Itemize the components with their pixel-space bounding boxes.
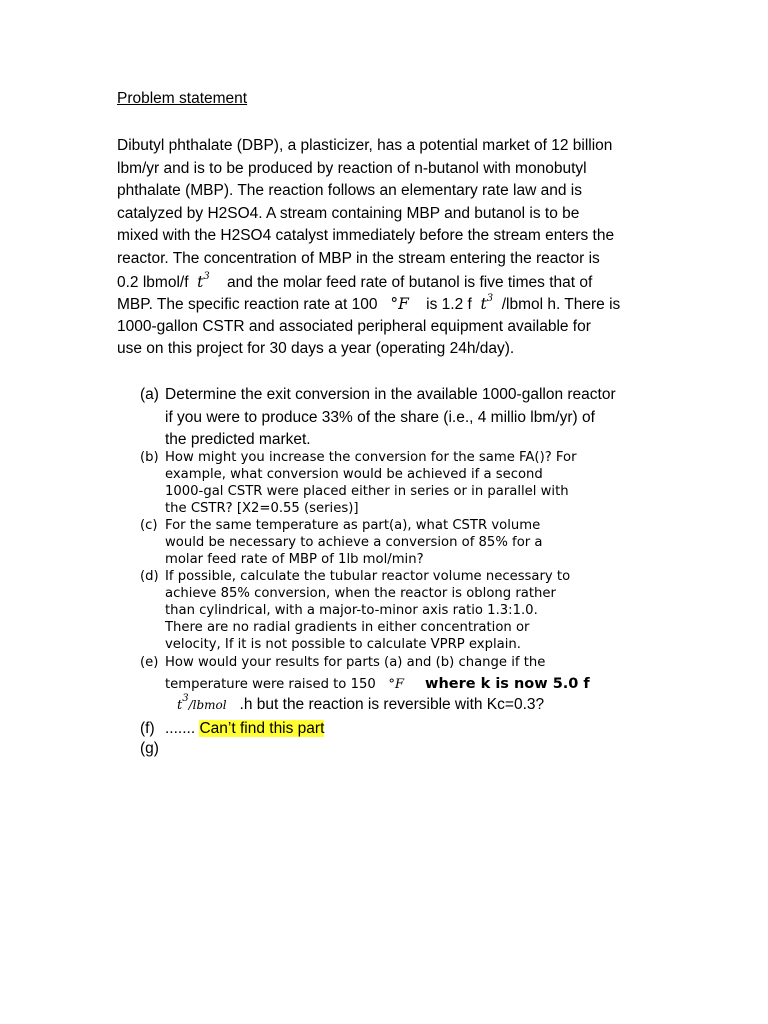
- item-line: [165, 676, 590, 694]
- dots: .......: [165, 720, 196, 737]
- math-superscript: 3: [182, 693, 189, 704]
- item-line: There are no radial gradients in either concentration or: [165, 619, 530, 635]
- item-line: would be necessary to achieve a conversion of 85% for a: [165, 534, 543, 550]
- item-label: (f): [140, 720, 155, 737]
- item-label: (g): [140, 740, 159, 757]
- math-degree-f: °F: [388, 677, 405, 692]
- math-t: t: [177, 698, 183, 713]
- para-line: use on this project for 30 days a year (operating 24h/day).: [117, 340, 515, 358]
- problem-paragraph: [117, 135, 677, 361]
- item-line: [177, 693, 545, 716]
- text-run: MBP. The specific reaction rate at 100: [117, 296, 378, 314]
- item-label: (d): [140, 569, 159, 584]
- list-item-e: [0, 655, 768, 720]
- text-run: 0.2 lbmol/f: [117, 273, 189, 291]
- page-title: Problem statement: [117, 90, 248, 107]
- item-line: How would your results for parts (a) and (b) change if the: [165, 655, 546, 670]
- item-line: the CSTR? [X2=0.55 (series)]: [165, 500, 359, 516]
- list-item-g: [0, 740, 768, 760]
- list-item-d: [0, 569, 768, 655]
- list-item-c: [0, 518, 768, 570]
- item-line: For the same temperature as part(a), what CSTR volume: [165, 518, 541, 533]
- item-line: How might you increase the conversion for the same FA()? For: [165, 450, 577, 465]
- item-label: (e): [140, 655, 159, 670]
- item-line: example, what conversion would be achieved if a second: [165, 466, 543, 482]
- text-run: /lbmol h. There is: [501, 296, 621, 314]
- item-line: velocity, If it is not possible to calculate VPRP explain.: [165, 636, 521, 652]
- math-t: t: [480, 295, 487, 314]
- math-superscript: 3: [203, 270, 210, 282]
- para-line: reactor. The concentration of MBP in the stream entering the reactor is: [117, 249, 600, 267]
- text-run: .h but the reaction is reversible with Kc=0.3?: [239, 696, 545, 713]
- list-item-b: [0, 450, 768, 520]
- para-line: phthalate (MBP). The reaction follows an elementary rate law and is: [117, 182, 582, 200]
- math-unit: /lbmol: [188, 698, 227, 712]
- math-t: t: [197, 272, 204, 291]
- math-superscript: 3: [486, 293, 494, 305]
- para-line: [117, 271, 677, 294]
- para-line: lbm/yr and is to be produced by reaction of n-butanol with monobutyl: [117, 159, 587, 177]
- item-line: than cylindrical, with a major-to-minor axis ratio 1.3:1.0.: [165, 602, 538, 618]
- math-degree-f: °F: [390, 295, 409, 314]
- item-line: molar feed rate of MBP of 1lb mol/min?: [165, 551, 424, 567]
- para-line: mixed with the H2SO4 catalyst immediately before the stream enters the: [117, 227, 615, 245]
- highlighted-note: Can’t find this part: [199, 720, 325, 737]
- item-label: (b): [140, 450, 159, 465]
- item-line: achieve 85% conversion, when the reactor is oblong rather: [165, 585, 556, 601]
- item-line: [165, 720, 324, 738]
- item-line: if you were to produce 33% of the share (i.e., 4 millio lbm/yr) of: [165, 408, 595, 426]
- list-item-a: [0, 384, 768, 454]
- item-line: Determine the exit conversion in the available 1000-gallon reactor: [165, 386, 616, 403]
- text-run: where k is now 5.0 f: [425, 676, 590, 692]
- item-label: (a): [140, 386, 159, 403]
- para-line: 1000-gallon CSTR and associated peripheral equipment available for: [117, 317, 591, 335]
- para-line: Dibutyl phthalate (DBP), a plasticizer, has a potential market of 12 billion: [117, 137, 613, 154]
- para-line: catalyzed by H2SO4. A stream containing MBP and butanol is to be: [117, 204, 580, 222]
- item-label: (c): [140, 518, 158, 533]
- text-run: is 1.2 f: [426, 296, 472, 314]
- list-item-f: [0, 720, 768, 740]
- item-line: If possible, calculate the tubular reactor volume necessary to: [165, 569, 571, 584]
- text-run: temperature were raised to 150: [165, 677, 376, 692]
- text-run: and the molar feed rate of butanol is five times that of: [226, 273, 593, 291]
- para-line: [117, 293, 677, 316]
- item-line: the predicted market.: [165, 431, 311, 449]
- item-line: 1000-gal CSTR were placed either in series or in parallel with: [165, 483, 569, 499]
